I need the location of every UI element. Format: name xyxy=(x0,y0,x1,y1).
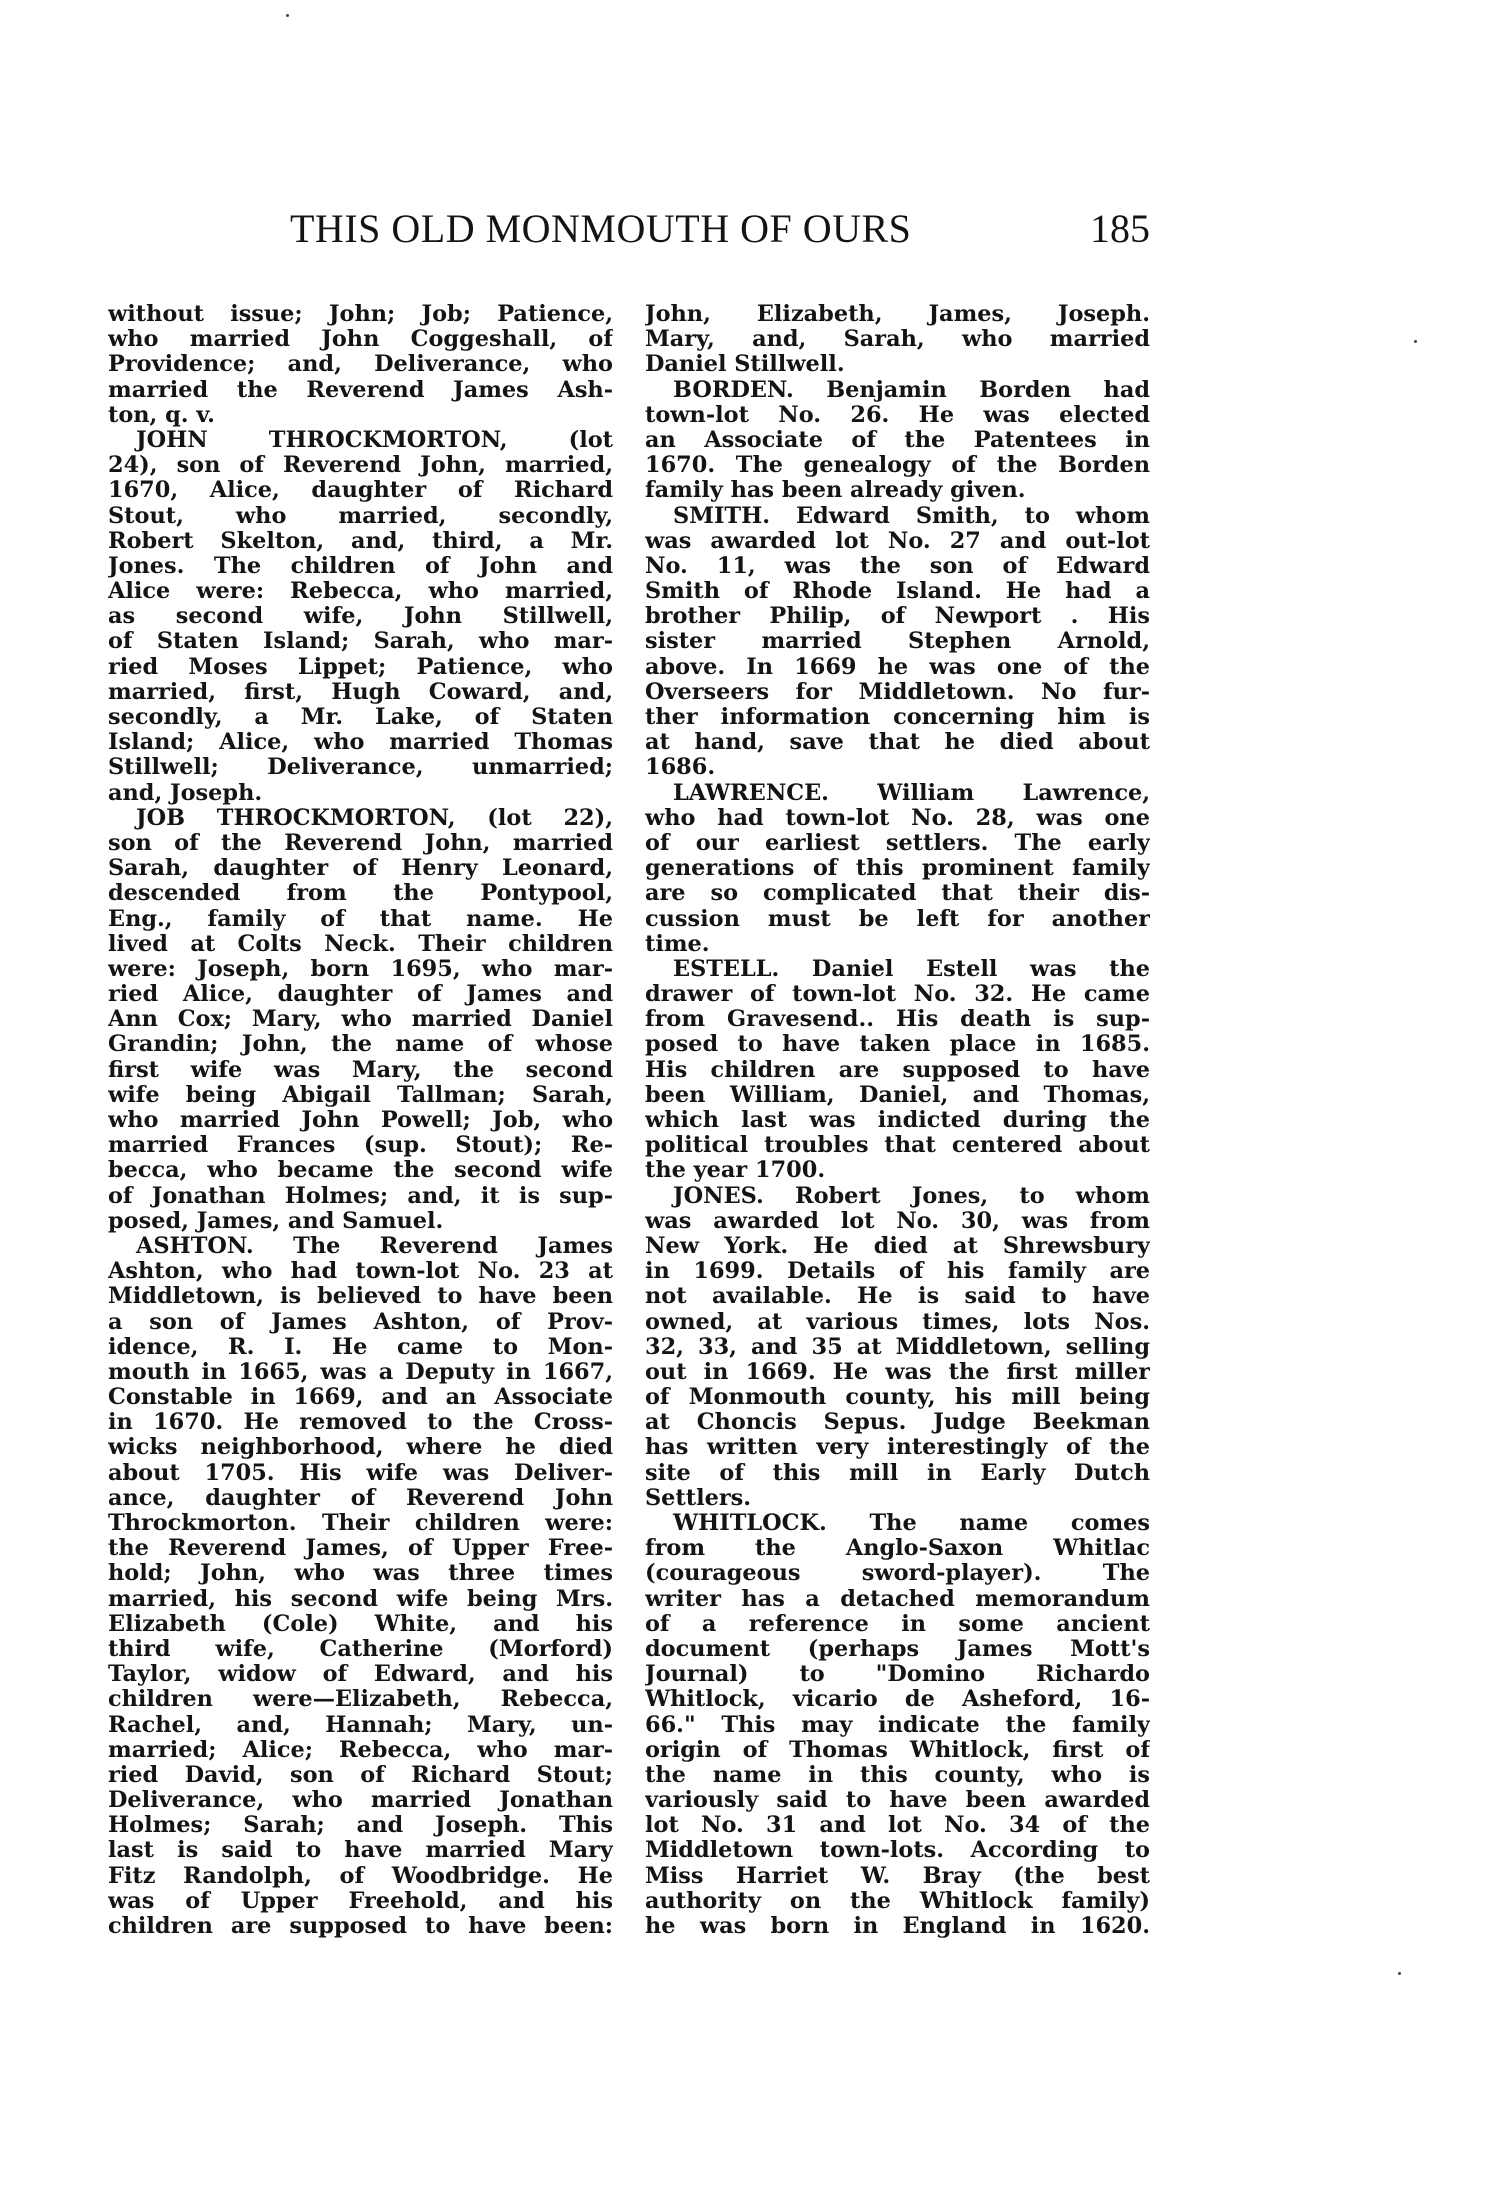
right-text-column xyxy=(645,302,1150,1939)
text-line: idence, R. I. He came to Mon- xyxy=(108,1334,613,1360)
text-line: ESTELL. Daniel Estell was the xyxy=(673,956,1150,982)
text-line: John, Elizabeth, James, Joseph. xyxy=(645,302,1150,327)
text-line: owned, at various times, lots Nos. xyxy=(645,1309,1150,1335)
text-line: married, first, Hugh Coward, and, xyxy=(108,679,613,705)
text-line: ried Moses Lippet; Patience, who xyxy=(108,654,613,680)
text-line: Deliverance, who married Jonathan xyxy=(108,1788,613,1814)
text-line: 1670, Alice, daughter of Richard xyxy=(108,478,613,504)
text-line: about 1705. His wife was Deliver- xyxy=(108,1460,613,1486)
text-line: the year 1700. xyxy=(645,1158,826,1184)
text-line: lived at Colts Neck. Their children xyxy=(108,931,613,957)
text-line: Middletown town-lots. According to xyxy=(645,1838,1150,1864)
scan-speck xyxy=(286,14,289,17)
text-line: drawer of town-lot No. 32. He came xyxy=(645,982,1150,1008)
text-line: New York. He died at Shrewsbury xyxy=(645,1233,1150,1259)
text-line: JONES. Robert Jones, to whom xyxy=(673,1183,1150,1209)
text-line: BORDEN. Benjamin Borden had xyxy=(673,377,1150,403)
text-line: in 1670. He removed to the Cross- xyxy=(108,1410,613,1436)
text-line: descended from the Pontypool, xyxy=(108,881,613,907)
text-line: JOHN THROCKMORTON, (lot xyxy=(136,427,613,453)
text-line: 66." This may indicate the family xyxy=(645,1712,1150,1738)
text-line: 32, 33, and 35 at Middletown, selling xyxy=(645,1334,1150,1360)
text-line: was awarded lot No. 30, was from xyxy=(645,1208,1150,1234)
text-line: without issue; John; Job; Patience, xyxy=(108,302,613,327)
text-line: were: Joseph, born 1695, who mar- xyxy=(108,956,613,982)
text-line: ance, daughter of Reverend John xyxy=(108,1485,613,1511)
text-line: wicks neighborhood, where he died xyxy=(108,1435,613,1461)
text-line: a son of James Ashton, of Prov- xyxy=(108,1309,613,1335)
text-line: ther information concerning him is xyxy=(645,705,1150,730)
text-line: No. 11, was the son of Edward xyxy=(645,553,1150,579)
text-line: not available. He is said to have xyxy=(645,1284,1150,1310)
text-line: Whitlock, vicario de Asheford, 16- xyxy=(645,1687,1150,1713)
text-line: of Monmouth county, his mill being xyxy=(645,1385,1150,1411)
text-line: has written very interestingly of the xyxy=(645,1435,1150,1461)
text-line: posed to have taken place in 1685. xyxy=(645,1032,1150,1058)
text-line: are so complicated that their dis- xyxy=(645,881,1150,907)
text-line: the name in this county, who is xyxy=(645,1762,1150,1788)
text-line: Overseers for Middletown. No fur- xyxy=(645,679,1150,705)
text-line: Settlers. xyxy=(645,1485,752,1511)
text-line: the Reverend James, of Upper Free- xyxy=(108,1536,613,1562)
text-line: children are supposed to have been: xyxy=(108,1914,613,1939)
text-line: Miss Harriet W. Bray (the best xyxy=(645,1863,1150,1889)
text-line: been William, Daniel, and Thomas, xyxy=(645,1082,1150,1108)
text-line: an Associate of the Patentees in xyxy=(645,427,1150,453)
text-line: Sarah, daughter of Henry Leonard, xyxy=(108,856,613,882)
scan-speck xyxy=(1414,340,1417,343)
text-line: Constable in 1669, and an Associate xyxy=(108,1385,613,1411)
text-line: at Choncis Sepus. Judge Beekman xyxy=(645,1410,1150,1436)
text-line: variously said to have been awarded xyxy=(645,1788,1150,1814)
text-line: married Frances (sup. Stout); Re- xyxy=(108,1133,613,1159)
text-line: 1686. xyxy=(645,755,716,781)
text-line: His children are supposed to have xyxy=(645,1057,1150,1083)
text-line: Rachel, and, Hannah; Mary, un- xyxy=(108,1712,613,1738)
text-line: which last was indicted during the xyxy=(645,1108,1150,1133)
text-line: Smith of Rhode Island. He had a xyxy=(645,579,1150,605)
text-line: (courageous sword-player). The xyxy=(645,1561,1150,1587)
text-line: first wife was Mary, the second xyxy=(108,1057,613,1083)
text-line: Stillwell; Deliverance, unmarried; xyxy=(108,755,613,781)
text-line: hold; John, who was three times xyxy=(108,1561,613,1587)
text-line: Island; Alice, who married Thomas xyxy=(108,730,613,756)
text-line: as second wife, John Stillwell, xyxy=(108,604,613,630)
text-line: authority on the Whitlock family) xyxy=(645,1888,1150,1914)
text-line: Jones. The children of John and xyxy=(108,553,613,579)
text-line: political troubles that centered about xyxy=(645,1133,1150,1159)
text-line: document (perhaps James Mott's xyxy=(645,1636,1150,1662)
text-line: Eng., family of that name. He xyxy=(108,906,613,932)
left-text-column xyxy=(108,302,613,1939)
text-line: of a reference in some ancient xyxy=(645,1611,1150,1637)
text-line: who married John Coggeshall, of xyxy=(108,327,613,353)
text-line: LAWRENCE. William Lawrence, xyxy=(673,780,1150,806)
text-line: last is said to have married Mary xyxy=(108,1838,613,1864)
text-line: was of Upper Freehold, and his xyxy=(108,1888,613,1914)
text-line: generations of this prominent family xyxy=(645,856,1150,882)
text-line: Holmes; Sarah; and Joseph. This xyxy=(108,1813,613,1839)
text-line: posed, James, and Samuel. xyxy=(108,1208,444,1234)
text-line: Daniel Stillwell. xyxy=(645,352,845,378)
running-header xyxy=(290,205,1150,255)
text-line: wife being Abigail Tallman; Sarah, xyxy=(108,1082,613,1108)
text-line: Alice were: Rebecca, who married, xyxy=(108,579,613,605)
running-head-title: THIS OLD MONMOUTH OF OURS xyxy=(290,206,912,251)
text-line: WHITLOCK. The name comes xyxy=(673,1511,1150,1536)
text-line: Elizabeth (Cole) White, and his xyxy=(108,1611,613,1637)
scan-speck xyxy=(1398,1972,1401,1975)
text-line: site of this mill in Early Dutch xyxy=(645,1460,1150,1486)
text-line: Middletown, is believed to have been xyxy=(108,1284,613,1310)
text-line: who had town-lot No. 28, was one xyxy=(645,805,1150,831)
text-line: married; Alice; Rebecca, who mar- xyxy=(108,1737,613,1763)
text-line: lot No. 31 and lot No. 34 of the xyxy=(645,1813,1150,1839)
text-line: in 1699. Details of his family are xyxy=(645,1259,1150,1285)
text-line: sister married Stephen Arnold, xyxy=(645,629,1150,655)
text-line: Stout, who married, secondly, xyxy=(108,503,613,529)
text-line: becca, who became the second wife xyxy=(108,1158,613,1184)
text-line: Taylor, widow of Edward, and his xyxy=(108,1662,613,1688)
text-line: Throckmorton. Their children were: xyxy=(108,1511,613,1536)
text-line: son of the Reverend John, married xyxy=(108,830,613,856)
text-line: mouth in 1665, was a Deputy in 1667, xyxy=(108,1359,613,1385)
text-line: Journal) to "Domino Richardo xyxy=(645,1662,1150,1688)
page-number: 185 xyxy=(1090,206,1150,251)
text-line: 24), son of Reverend John, married, xyxy=(108,453,613,479)
text-line: he was born in England in 1620. xyxy=(645,1914,1150,1939)
text-line: ried David, son of Richard Stout; xyxy=(108,1762,613,1788)
text-line: ton, q. v. xyxy=(108,402,215,428)
text-line: Mary, and, Sarah, who married xyxy=(645,327,1150,353)
text-line: cussion must be left for another xyxy=(645,906,1150,932)
text-line: ASHTON. The Reverend James xyxy=(136,1233,613,1259)
text-line: brother Philip, of Newport . His xyxy=(645,604,1150,630)
text-line: married, his second wife being Mrs. xyxy=(108,1586,613,1612)
text-line: at hand, save that he died about xyxy=(645,730,1150,756)
text-line: children were—Elizabeth, Rebecca, xyxy=(108,1687,613,1713)
text-line: from Gravesend.. His death is sup- xyxy=(645,1007,1150,1033)
text-line: of Staten Island; Sarah, who mar- xyxy=(108,629,613,655)
text-line: third wife, Catherine (Morford) xyxy=(108,1636,613,1662)
text-line: and, Joseph. xyxy=(108,780,263,806)
text-line: writer has a detached memorandum xyxy=(645,1586,1150,1612)
text-line: 1670. The genealogy of the Borden xyxy=(645,453,1150,479)
text-line: family has been already given. xyxy=(645,478,1026,504)
text-line: of our earliest settlers. The early xyxy=(645,830,1150,856)
text-line: Grandin; John, the name of whose xyxy=(108,1032,613,1058)
text-line: of Jonathan Holmes; and, it is sup- xyxy=(108,1183,613,1209)
text-line: out in 1669. He was the first miller xyxy=(645,1359,1150,1385)
text-line: married the Reverend James Ash- xyxy=(108,377,613,403)
text-line: Robert Skelton, and, third, a Mr. xyxy=(108,528,613,554)
text-line: above. In 1669 he was one of the xyxy=(645,654,1150,680)
text-line: origin of Thomas Whitlock, first of xyxy=(645,1737,1150,1763)
text-line: was awarded lot No. 27 and out-lot xyxy=(645,528,1150,554)
text-line: Fitz Randolph, of Woodbridge. He xyxy=(108,1863,613,1889)
text-line: town-lot No. 26. He was elected xyxy=(645,402,1150,428)
text-line: Providence; and, Deliverance, who xyxy=(108,352,613,378)
text-line: ried Alice, daughter of James and xyxy=(108,982,613,1008)
text-line: SMITH. Edward Smith, to whom xyxy=(673,503,1150,529)
text-line: time. xyxy=(645,931,710,957)
text-line: Ann Cox; Mary, who married Daniel xyxy=(108,1007,613,1033)
text-line: Ashton, who had town-lot No. 23 at xyxy=(108,1259,613,1285)
text-line: JOB THROCKMORTON, (lot 22), xyxy=(136,805,613,831)
text-line: from the Anglo-Saxon Whitlac xyxy=(645,1536,1150,1562)
text-line: who married John Powell; Job, who xyxy=(108,1108,613,1133)
text-line: secondly, a Mr. Lake, of Staten xyxy=(108,705,613,730)
